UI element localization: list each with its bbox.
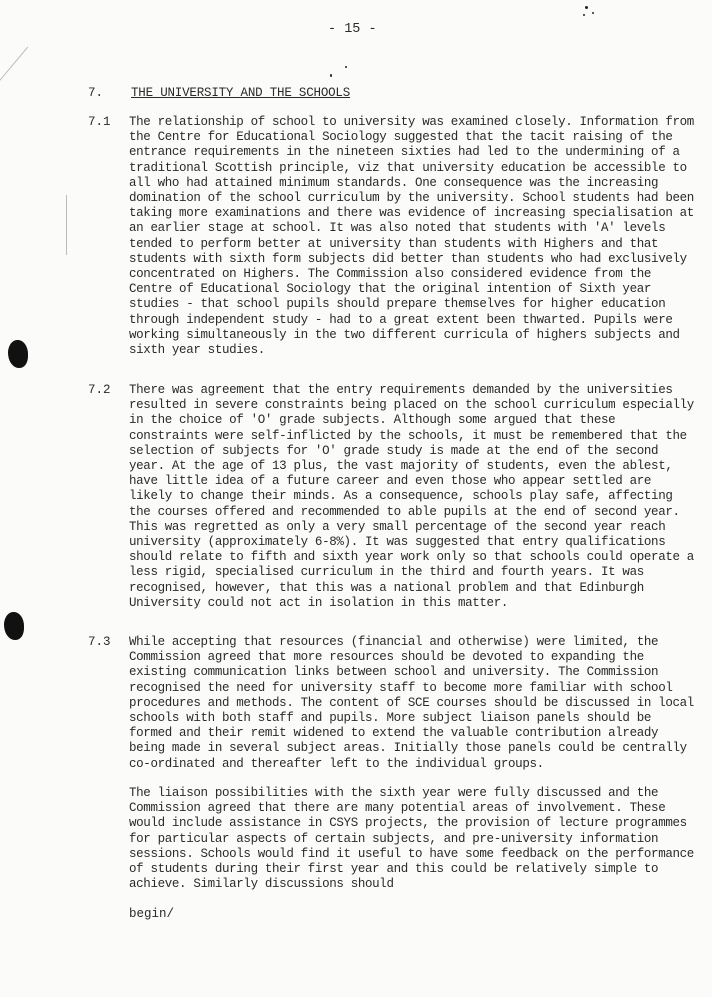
scan-speck [345, 66, 347, 68]
scan-speck [583, 14, 585, 16]
paragraph-text: The relationship of school to university was examined closely. Information from the Centre for Educational Sociology suggested that the tacit raising of the entrance requirements in the nineteen sixties had led to the undermining of a traditional Scottish principle, viz that university education be accessible to all who had attained minimum standards. One consequence was the increasing domination of the school curriculum by the university. School students had been taking more examinations and there was evidence of increasing specialisation at an earlier stage at school. It was also noted that students with 'A' levels tended to perform better at university than students with Highers and that students with sixth form subjects did better than students who had exclusively concentrated on Highers. The Commission also considered evidence from the Centre of Educational Sociology that the original intention of Sixth year studies - that school pupils should prepare themselves for higher education through independent study - had to a great extent been thwarted. Pupils were working simultaneously in the two different curricula of highers subjects and sixth year studies. [129, 115, 694, 358]
paragraph-number: 7.3 [88, 635, 111, 649]
paragraph-text: While accepting that resources (financial and otherwise) were limited, the Commission agreed that more resources should be devoted to expanding the existing communication links between school and university. The Commission recognised the need for university staff to become more familiar with school procedures and methods. The content of SCE courses should be discussed in local schools with both staff and pupils. More subject liaison panels should be formed and their remit widened to extend the valuable contribution already being made in several subject areas. Initially those panels could be centrally co-ordinated and thereafter left to the individual groups. [129, 635, 694, 771]
section-title: THE UNIVERSITY AND THE SCHOOLS [131, 86, 351, 100]
punch-hole [8, 340, 28, 368]
paragraph-text: There was agreement that the entry requirements demanded by the universities resulted in severe constraints being placed on the school curriculum especially in the choice of 'O' grade subjects. Although some argued that these constraints were self-inflicted by the schools, it must be remembered that the selection of subjects for 'O' grade study is made at the end of the second year. At the age of 13 plus, the vast majority of students, even the ablest, have little idea of a future career and even those who appear settled are likely to change their minds. As a consequence, schools play safe, affecting the courses offered and recommended to able pupils at the end of second year. This was regretted as only a very small percentage of the second year reach university (approximately 6-8%). It was suggested that entry qualifications should relate to fifth and sixth year work only so that schools could operate a less rigid, specialised curriculum in the third and fourth years. It was recognised, however, that this was a national problem and that Edinburgh University could not act in isolation in this matter. [129, 383, 694, 610]
punch-hole [4, 612, 24, 640]
scan-mark [66, 195, 67, 255]
page-number: - 15 - [328, 22, 377, 37]
scan-speck [330, 74, 332, 77]
paragraph-number: 7.2 [88, 383, 111, 397]
paragraph-text: The liaison possibilities with the sixth year were fully discussed and the Commission agreed that there are many potential areas of involvement. These would include assistance in CSYS projects, the provision of lecture programmes for particular aspects of certain subjects, and pre-university information sessions. Schools would find it useful to have some feedback on the performance of students during their first year and this could be relatively simple to achieve. Similarly discussions should [129, 786, 694, 892]
paragraph-number: 7.1 [88, 115, 111, 129]
scan-mark [0, 47, 28, 94]
scan-speck [585, 6, 588, 9]
scan-speck [592, 12, 594, 14]
section-number: 7. [88, 86, 104, 100]
continuation-marker: begin/ [129, 907, 175, 921]
